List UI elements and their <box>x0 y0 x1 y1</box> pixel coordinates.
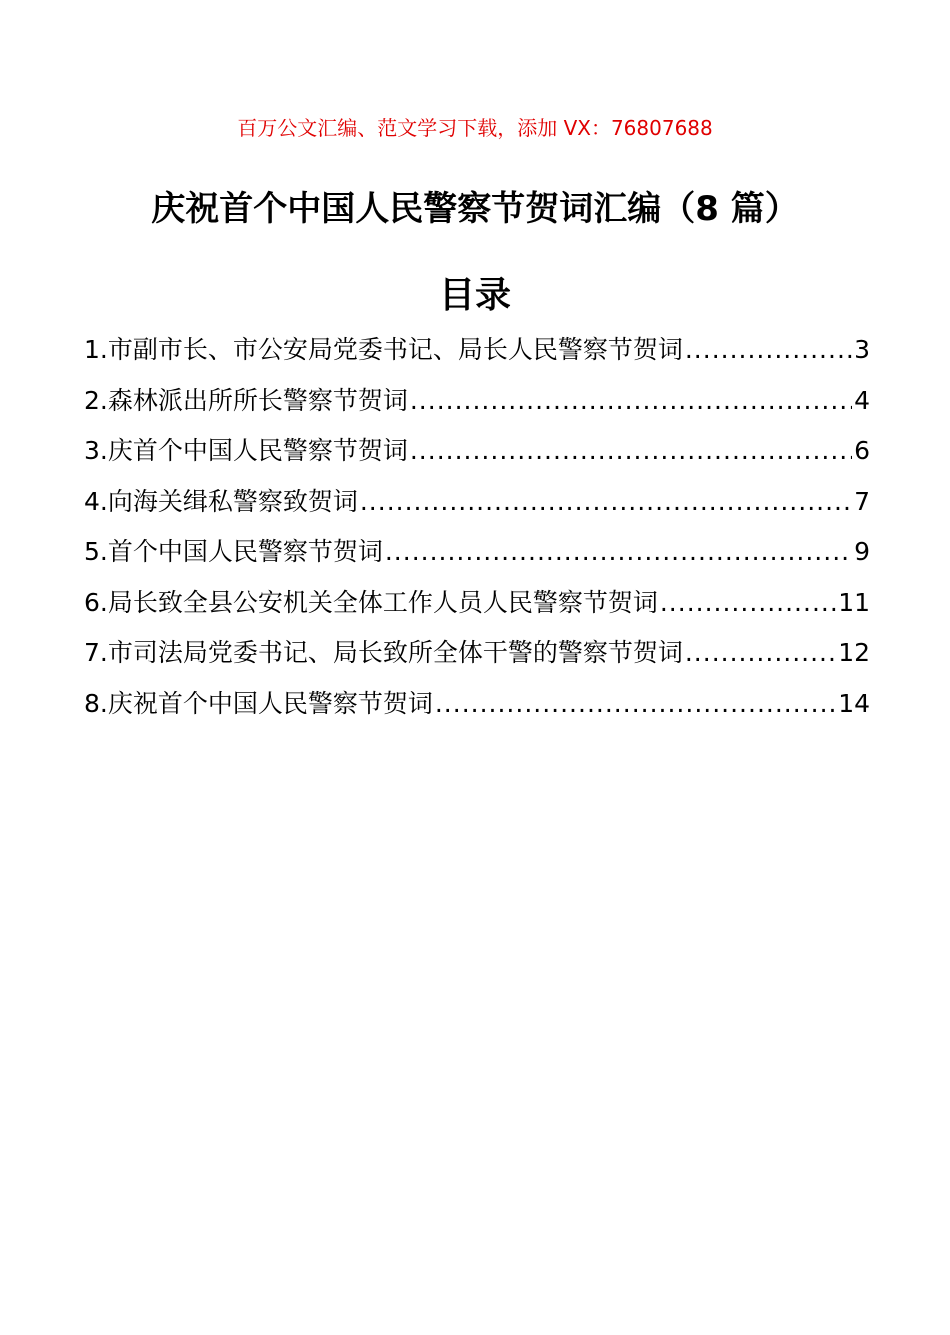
dot-leader <box>660 583 836 623</box>
toc-entry-label: 1.市副市长、市公安局党委书记、局长人民警察节贺词 <box>84 335 683 364</box>
header-note: 百万公文汇编、范文学习下载，添加 VX：76807688 <box>237 116 713 140</box>
toc-entry-page: 4 <box>854 385 870 415</box>
toc-entry[interactable] <box>84 532 870 583</box>
toc-entry-page: 7 <box>854 486 870 516</box>
toc-entry[interactable] <box>84 684 870 735</box>
dot-leader <box>685 633 836 673</box>
toc-entry-page: 9 <box>854 537 870 566</box>
dot-leader <box>385 532 852 572</box>
dot-leader <box>360 482 852 522</box>
toc-entry-label: 4.向海关缉私警察致贺词 <box>84 486 358 516</box>
toc-heading: 目录 <box>438 275 511 316</box>
toc-entry[interactable] <box>84 482 870 533</box>
toc-entry-page: 6 <box>854 436 870 465</box>
toc-entry-page: 14 <box>838 688 870 718</box>
dot-leader <box>435 684 836 724</box>
toc-entry[interactable] <box>84 583 870 634</box>
toc-entry-page: 12 <box>838 638 870 667</box>
dot-leader <box>685 330 852 370</box>
toc-entry[interactable] <box>84 330 870 381</box>
toc-entry-page: 11 <box>838 587 870 617</box>
dot-leader <box>410 381 852 421</box>
toc-entry[interactable] <box>84 633 870 684</box>
toc-entry-label: 3.庆首个中国人民警察节贺词 <box>84 436 408 465</box>
toc-entry-label: 8.庆祝首个中国人民警察节贺词 <box>84 688 433 718</box>
toc-entry-label: 2.森林派出所所长警察节贺词 <box>84 385 408 415</box>
toc-entry-label: 5.首个中国人民警察节贺词 <box>84 537 383 566</box>
toc-entry[interactable] <box>84 381 870 432</box>
toc-entry-page: 3 <box>854 335 870 364</box>
document-title: 庆祝首个中国人民警察节贺词汇编（8 篇） <box>151 189 799 229</box>
toc-entry[interactable] <box>84 431 870 482</box>
toc-entry-label: 6.局长致全县公安机关全体工作人员人民警察节贺词 <box>84 587 658 617</box>
table-of-contents <box>84 330 870 734</box>
dot-leader <box>410 431 852 471</box>
toc-entry-label: 7.市司法局党委书记、局长致所全体干警的警察节贺词 <box>84 638 683 667</box>
